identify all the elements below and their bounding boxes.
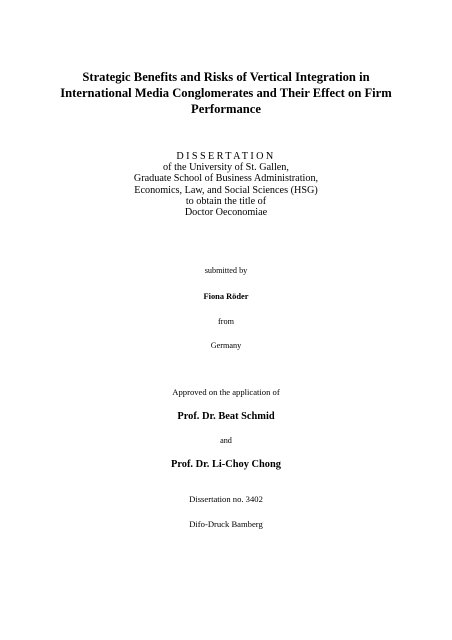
dissertation-block (0, 151, 452, 218)
dissertation-line-2: Graduate School of Business Administration, (133, 173, 319, 185)
author-name: Fiona Röder (203, 292, 249, 301)
dissertation-line-3: Economics, Law, and Social Sciences (HSG) (134, 184, 318, 196)
and-label: and (220, 436, 232, 445)
document-title (0, 69, 452, 117)
title-line-1: Strategic Benefits and Risks of Vertical Integration in (82, 70, 370, 84)
submitted-by-label: submitted by (204, 266, 248, 275)
dissertation-number: Dissertation no. 3402 (189, 494, 263, 504)
dissertation-line-1: of the University of St. Gallen, (163, 162, 289, 174)
advisor-1: Prof. Dr. Beat Schmid (177, 411, 275, 422)
approval-statement: Approved on the application of (172, 387, 280, 397)
dissertation-line-5: Doctor Oeconomiae (184, 207, 268, 219)
title-line-2: International Media Conglomerates and Their Effect on Firm (60, 86, 392, 100)
printer-name: Difo-Druck Bamberg (189, 519, 263, 529)
advisor-2: Prof. Dr. Li-Choy Chong (171, 459, 281, 470)
country: Germany (210, 341, 242, 350)
from-label: from (218, 317, 234, 326)
dissertation-line-4: to obtain the title of (185, 195, 267, 207)
title-line-3: Performance (191, 102, 261, 116)
dissertation-heading: DISSERTATION (176, 151, 276, 162)
